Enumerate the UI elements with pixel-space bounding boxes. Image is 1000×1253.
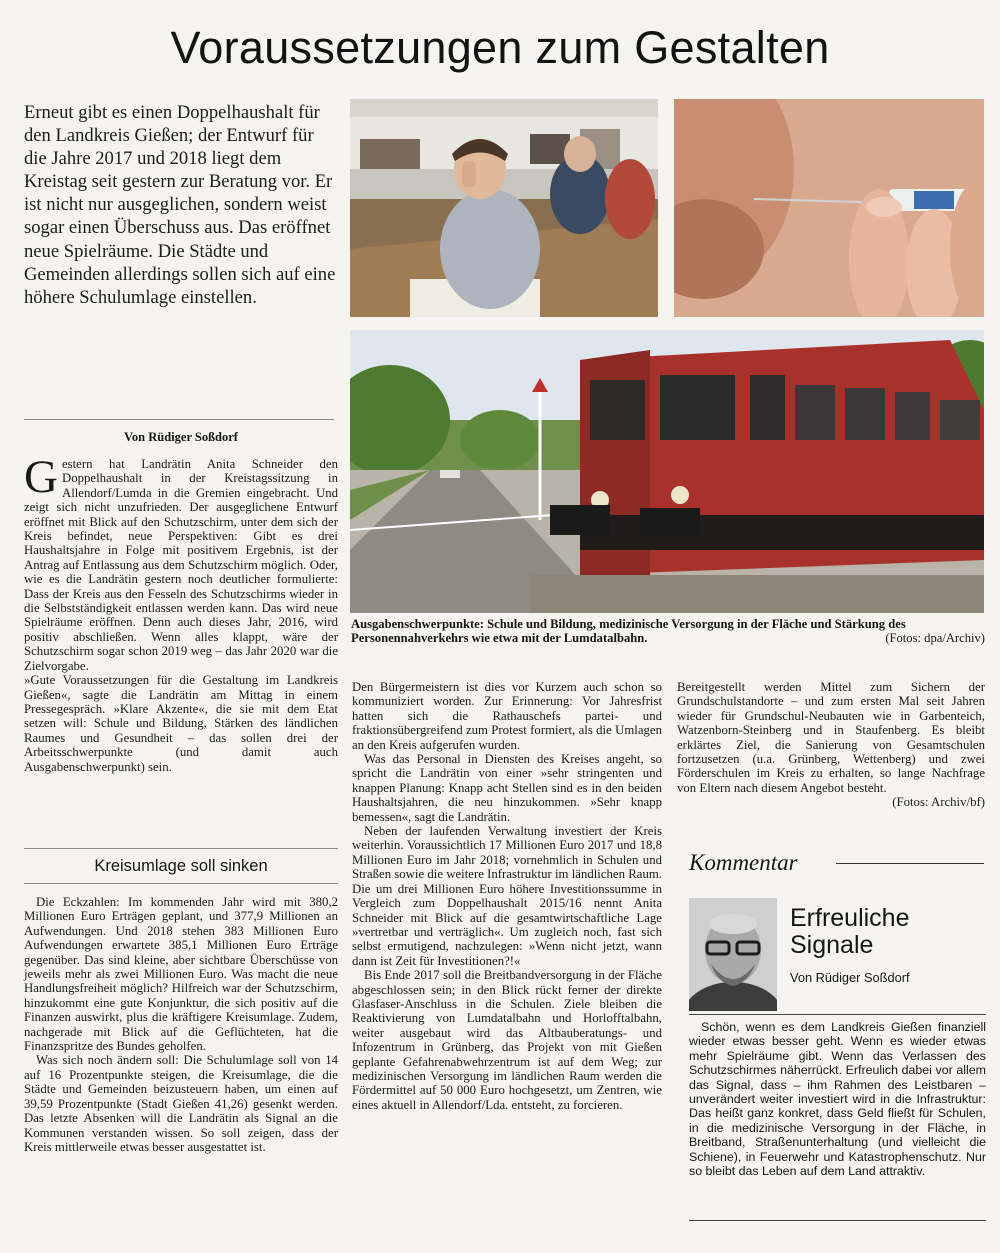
railbus-photo: [350, 330, 984, 613]
divider: [689, 1220, 986, 1221]
divider: [24, 419, 334, 420]
photo-credit: (Fotos: dpa/Archiv): [885, 631, 985, 646]
divider: [24, 848, 338, 849]
kommentar-author: Von Rüdiger Soßdorf: [790, 970, 910, 985]
kommentar-title: Erfreuliche Signale: [790, 904, 910, 959]
divider: [836, 863, 984, 864]
paragraph: Bis Ende 2017 soll die Breitbandversorgung in der Fläche abgeschlossen sein; in den Blick rückt ferner der direkte Glasfaser-Anschluss in die Schulen. Ziele bleiben die Reaktivierung von Lumdatalbahn und Horlofftalbahn, weiter ausgebaut wird das Altbauberatungs- und Infozentrum in Grünberg, das Projekt von mit Gießen geplante Gefahrenabwehrzentrum ist auf dem Weg; zur medizinischen Versorgung im ländlichen Raum werden die Fördermittel auf 50 000 Euro hochgesetzt, um Zentren, wie eines aktuell in Allendorf/Lda. entsteht, zu forcieren.: [352, 968, 662, 1112]
paragraph: Bereitgestellt werden Mittel zum Sichern der Grundschulstandorte – und zum ersten Mal seit Jahren wieder für Grundschul-Neubauten wie in Garbenteich, Watzenborn-Steinberg und in Staufenberg. Es bleibt erklärtes Ziel, die Sanierung von Gesamtschulen fortzusetzen (u.a. Grünberg, Wettenberg) und zwei Förderschulen im Kreis zu erhalten, so lange Nachfrage von Eltern nach diesem Angebot besteht.: [677, 680, 985, 795]
column-1-text-lower: [24, 895, 338, 1154]
author-portrait: [689, 898, 777, 1011]
kommentar-label: Kommentar: [689, 850, 798, 875]
syringe-photo: [674, 99, 984, 317]
column-2-text: [352, 680, 662, 1112]
headline: Voraussetzungen zum Gestalten: [170, 22, 830, 73]
photo-caption: Ausgabenschwerpunkte: Schule und Bildung, medizinische Versorgung in der Fläche und Stärkung des Personennahverkehrs wie etwa mit der Lumdatalbahn. (Fotos: dpa/Archiv): [351, 617, 985, 646]
byline: Von Rüdiger Soßdorf: [124, 430, 238, 444]
photo-credit: (Fotos: Archiv/bf): [892, 795, 985, 810]
paragraph: Was sich noch ändern soll: Die Schulumlage soll von 14 auf 16 Prozentpunkte steigen, die Kreisumlage, die die Städte und Gemeinden beizusteuern haben, um einen auf 39,59 Prozentpunkte (Stadt Gießen 41,26) gesenkt werden. Das letzte Absenken will die Landrätin als Signal an die Kommunen verstanden wissen. So soll zeigen, dass der Kreis mittlerweile etwas besser ausgestattet ist.: [24, 1053, 338, 1154]
paragraph: Was das Personal in Diensten des Kreises angeht, so spricht die Landrätin von einer »sehr stringenten und knappen Planung: Knapp acht Stellen sind es in den beiden Haushaltsjahren, die neu hinzukommen. »Sehr knapp bemessen«, sagt die Landrätin.: [352, 752, 662, 824]
paragraph: Die Eckzahlen: Im kommenden Jahr wird mit 380,2 Millionen Euro Erträgen geplant, und 377,9 Millionen an Aufwendungen. Und 2018 stehen 383 Millionen Euro Aufwendungen erwartete 385,1 Millionen Euro Erträge gegenüber. Das sind kleine, aber sichtbare Überschüsse von jeweils mehr als zwei Millionen Euro. Was macht die neue Handlungsfreiheit möglich? Hilfreich war der Schutzschirm, hinzukommt eine gute Konjunktur, die sich positiv auf die Finanzen auswirkt, plus die kräftigere Kreisumlage. Zudem, nachgerade mit Blick auf die Geflüchteten, hat die Finanzspritze des Bundes geholfen.: [24, 895, 338, 1054]
kommentar-body: Schön, wenn es dem Landkreis Gießen finanziell wieder etwas besser geht. Wenn es wieder etwas mehr Spielräume gibt. Wenn das Verlassen des Schutzschirmes näherrückt. Erfreulich dabei vor allem das Signal, dass – ihm Rahmen des Leistbaren – unverändert weiter investiert wird in die Infrastruktur: Das heißt ganz konkret, dass Geld fließt für Schulen, in die medizinische Versorgung in der Fläche, in Breitband, Straßenunterhaltung (und vielleicht die Schiene), in Feuerwehr und Katastrophenschutz. Nur so bleibt das Leben auf dem Land attraktiv.: [689, 1020, 986, 1179]
drop-cap: G: [24, 451, 58, 503]
paragraph: »Gute Voraussetzungen für die Gestaltung im Landkreis Gießen«, sagte die Landrätin am Mittag in einem Pressegespräch. »Klare Akzente«, die sie mit dem Etat setzen will: Schule und Bildung, Stärken des ländlichen Raumes und Gesundheit – das sollen drei der Arbeitsschwerpunkte (und damit auch Ausgabenschwerpunkt) sein.: [24, 673, 338, 774]
paragraph: Den Bürgermeistern ist dies vor Kurzem auch schon so kommuniziert worden. Zur Erinnerung: Vor Jahresfrist hatten sich die Rathauschefs partei- und fraktionsübergreifend zum Protest formiert, als die Umlagen an den Kreis aufgerufen wurden.: [352, 680, 662, 752]
subheading: Kreisumlage soll sinken: [94, 857, 268, 875]
divider: [689, 1014, 986, 1015]
paragraph: Neben der laufenden Verwaltung investiert der Kreis weiterhin. Voraussichtlich 17 Millionen Euro 2017 und 18,8 Millionen Euro im Jahr 2018; vornehmlich in Schulen und Straßen sowie die weitere Infrastruktur im ländlichen Raum. Die um drei Millionen Euro höhere Investitionssumme in Vergleich zum Doppelhaushalt 2015/16 nennt Anita Schneider mit Blick auf die gesamtwirtschaftliche Lage »vertretbar und verträglich«. Um zugleich noch, fast sich selbst ermutigend, nachzulegen: »Wenn nicht jetzt, wann dann ist Zeit für Investitionen?!«: [352, 824, 662, 968]
classroom-photo: [350, 99, 658, 317]
lead-paragraph: Erneut gibt es einen Doppelhaushalt für den Landkreis Gießen; der Entwurf für die Jahre 2017 und 2018 liegt dem Kreistag seit gestern zur Beratung vor. Er ist nicht nur ausgeglichen, sondern weist sogar einen Überschuss aus. Das eröffnet neue Spielräume. Die Städte und Gemeinden allerdings sollen sich auf eine höhere Schulumlage einstellen.: [24, 102, 336, 308]
paragraph: Gestern hat Landrätin Anita Schneider den Doppelhaushalt in der Kreistagssitzung in Allendorf/Lumda in die Gremien eingebracht. Und zeigt sich nicht unzufrieden. Der ausgeglichene Entwurf eröffnet mit Blick auf den Schutzschirm, unter dem sich der Kreis befindet, neue Perspektiven: Gibt es drei Haushaltsjahre in Folge mit positivem Ergebnis, ist der Antrag auf Entlassung aus dem Schutzschirm möglich. Oder, wie es die Landrätin gestern noch deutlicher formulierte: Dass der Kreis aus den Fesseln des Schutzschirms wieder in die Selbstständigkeit entlassen werden kann. Das wird neue Spielräume eröffnen. Denn auch dieses Jahr, 2016, wird positiv abschließen. Wenn alles klappt, wäre der Schutzschirm sogar schon 2019 weg – das Jahr 2020 war die Zielvorgabe.: [24, 451, 338, 673]
column-3-text: [677, 680, 985, 810]
column-1-text: [24, 451, 338, 774]
divider: [24, 883, 338, 884]
